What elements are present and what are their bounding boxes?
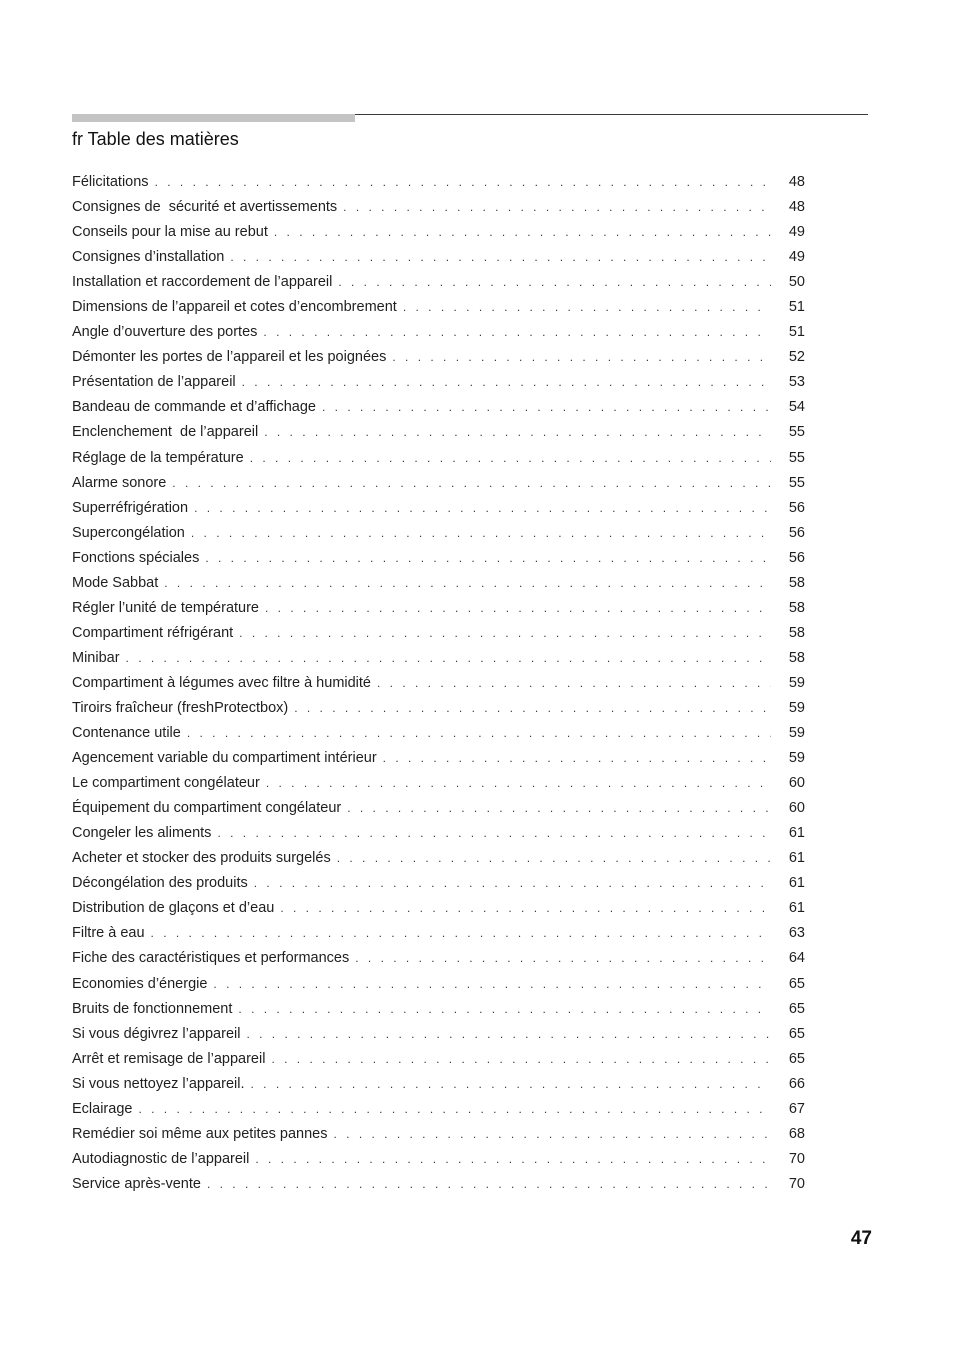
dot-leader: [238, 997, 771, 1022]
toc-entry-page: 53: [788, 374, 805, 391]
dot-leader: [213, 972, 771, 997]
toc-entry-title: Remédier soi même aux petites pannes: [72, 1125, 328, 1142]
toc-entry-page: 49: [788, 249, 805, 266]
toc-entry-page: 54: [788, 399, 805, 416]
toc-entry-page: 61: [788, 825, 805, 842]
dot-leader: [138, 1097, 771, 1122]
toc-entry-title: Bandeau de commande et d’affichage: [72, 399, 316, 416]
toc-entry-page: 61: [788, 900, 805, 917]
toc-entry-title: Enclenchement de l’appareil: [72, 424, 259, 441]
toc-entry[interactable]: [72, 245, 805, 270]
toc-entry-title: Minibar: [72, 649, 120, 666]
dot-leader: [274, 220, 771, 245]
dot-leader: [322, 395, 771, 420]
dot-leader: [266, 771, 771, 796]
toc-entry[interactable]: [72, 170, 805, 195]
table-of-contents: [72, 170, 805, 1197]
toc-entry[interactable]: [72, 571, 805, 596]
toc-entry-title: Si vous nettoyez l’appareil.: [72, 1075, 245, 1092]
dot-leader: [280, 896, 771, 921]
toc-entry[interactable]: [72, 1022, 805, 1047]
toc-entry-page: 60: [788, 775, 805, 792]
toc-entry[interactable]: [72, 220, 805, 245]
toc-entry-page: 61: [788, 850, 805, 867]
toc-entry[interactable]: [72, 546, 805, 571]
toc-entry-title: Contenance utile: [72, 725, 181, 742]
toc-entry-title: Compartiment à légumes avec filtre à humidité: [72, 674, 371, 691]
dot-leader: [164, 571, 771, 596]
toc-entry[interactable]: [72, 671, 805, 696]
dot-leader: [207, 1172, 771, 1197]
toc-entry[interactable]: [72, 871, 805, 896]
toc-entry[interactable]: [72, 496, 805, 521]
toc-entry-title: Réglage de la température: [72, 449, 244, 466]
toc-entry[interactable]: [72, 972, 805, 997]
toc-entry[interactable]: [72, 270, 805, 295]
toc-entry[interactable]: [72, 1147, 805, 1172]
dot-leader: [347, 796, 771, 821]
dot-leader: [263, 320, 771, 345]
toc-entry-page: 51: [788, 299, 805, 316]
toc-entry-title: Distribution de glaçons et d’eau: [72, 900, 275, 917]
toc-entry-title: Fiche des caractéristiques et performances: [72, 950, 350, 967]
toc-entry-page: 63: [788, 925, 805, 942]
toc-entry-title: Régler l’unité de température: [72, 599, 259, 616]
toc-entry-page: 59: [788, 725, 805, 742]
toc-entry-page: 59: [788, 699, 805, 716]
toc-entry-page: 55: [788, 424, 805, 441]
toc-entry-page: 65: [788, 975, 805, 992]
dot-leader: [194, 496, 771, 521]
dot-leader: [155, 170, 771, 195]
toc-entry-title: Installation et raccordement de l’appareil: [72, 274, 333, 291]
toc-entry-page: 56: [788, 499, 805, 516]
toc-entry-page: 68: [788, 1125, 805, 1142]
dot-leader: [242, 370, 771, 395]
dot-leader: [265, 596, 771, 621]
toc-entry-page: 66: [788, 1075, 805, 1092]
toc-entry-title: Fonctions spéciales: [72, 549, 200, 566]
toc-entry-title: Arrêt et remisage de l’appareil: [72, 1050, 266, 1067]
toc-entry-title: Agencement variable du compartiment intérieur: [72, 750, 377, 767]
toc-entry-title: Équipement du compartiment congélateur: [72, 800, 342, 817]
dot-leader: [355, 946, 771, 971]
dot-leader: [246, 1022, 771, 1047]
toc-entry[interactable]: [72, 746, 805, 771]
dot-leader: [205, 546, 771, 571]
toc-entry-title: Alarme sonore: [72, 474, 167, 491]
toc-entry-page: 70: [788, 1150, 805, 1167]
toc-entry[interactable]: [72, 1072, 805, 1097]
toc-entry-title: Service après-vente: [72, 1175, 201, 1192]
toc-entry-title: Angle d’ouverture des portes: [72, 324, 258, 341]
toc-entry[interactable]: [72, 696, 805, 721]
page-number: 47: [850, 1228, 872, 1249]
toc-entry[interactable]: [72, 796, 805, 821]
dot-leader: [254, 871, 771, 896]
toc-entry-page: 51: [788, 324, 805, 341]
dot-leader: [294, 696, 771, 721]
toc-entry-page: 49: [788, 224, 805, 241]
toc-entry[interactable]: [72, 320, 805, 345]
toc-entry-title: Félicitations: [72, 174, 149, 190]
toc-entry[interactable]: [72, 345, 805, 370]
toc-entry[interactable]: [72, 521, 805, 546]
toc-entry[interactable]: [72, 771, 805, 796]
toc-entry-page: 65: [788, 1025, 805, 1042]
toc-entry-title: Supercongélation: [72, 524, 185, 541]
toc-entry-title: Mode Sabbat: [72, 574, 159, 591]
toc-entry-title: Consignes de sécurité et avertissements: [72, 199, 338, 216]
toc-entry-page: 65: [788, 1000, 805, 1017]
toc-entry[interactable]: [72, 646, 805, 671]
toc-entry-page: 55: [788, 449, 805, 466]
toc-entry-title: Présentation de l’appareil: [72, 374, 236, 391]
dot-leader: [250, 446, 771, 471]
toc-entry[interactable]: [72, 621, 805, 646]
page-title: fr Table des matières: [72, 129, 239, 149]
toc-entry[interactable]: [72, 471, 805, 496]
toc-entry[interactable]: [72, 821, 805, 846]
toc-entry-page: 56: [788, 524, 805, 541]
toc-entry-page: 56: [788, 549, 805, 566]
toc-entry-page: 50: [788, 274, 805, 291]
toc-entry[interactable]: [72, 946, 805, 971]
dot-leader: [126, 646, 771, 671]
toc-entry-page: 70: [788, 1175, 805, 1192]
toc-entry-page: 52: [788, 349, 805, 366]
dot-leader: [239, 621, 771, 646]
toc-entry-page: 64: [788, 950, 805, 967]
toc-entry-title: Dimensions de l’appareil et cotes d’encombrement: [72, 299, 397, 316]
toc-entry[interactable]: [72, 370, 805, 395]
toc-entry[interactable]: [72, 420, 805, 445]
toc-entry-title: Autodiagnostic de l’appareil: [72, 1150, 250, 1167]
toc-entry-title: Congeler les aliments: [72, 825, 212, 842]
toc-entry-page: 59: [788, 674, 805, 691]
toc-entry-page: 55: [788, 474, 805, 491]
toc-entry-page: 61: [788, 875, 805, 892]
dot-leader: [217, 821, 771, 846]
toc-entry-page: 48: [788, 174, 805, 190]
dot-leader: [172, 471, 771, 496]
toc-entry[interactable]: [72, 446, 805, 471]
toc-entry-title: Tiroirs fraîcheur (freshProtectbox): [72, 699, 289, 716]
toc-entry[interactable]: [72, 1172, 805, 1197]
toc-entry[interactable]: [72, 896, 805, 921]
toc-entry[interactable]: [72, 195, 805, 220]
toc-entry[interactable]: [72, 846, 805, 871]
toc-entry-page: 58: [788, 624, 805, 641]
toc-entry[interactable]: [72, 1047, 805, 1072]
toc-entry[interactable]: [72, 921, 805, 946]
toc-entry[interactable]: [72, 1122, 805, 1147]
dot-leader: [377, 671, 771, 696]
toc-entry-title: Economies d’énergie: [72, 975, 208, 992]
toc-entry-title: Si vous dégivrez l’appareil: [72, 1025, 241, 1042]
dot-leader: [230, 245, 771, 270]
dot-leader: [338, 270, 771, 295]
dot-leader: [191, 521, 771, 546]
dot-leader: [403, 295, 771, 320]
toc-entry-page: 67: [788, 1100, 805, 1117]
dot-leader: [151, 921, 771, 946]
dot-leader: [251, 1072, 772, 1097]
toc-entry[interactable]: [72, 596, 805, 621]
header-accent-bar: [72, 114, 355, 122]
dot-leader: [271, 1047, 771, 1072]
toc-entry-page: 58: [788, 649, 805, 666]
toc-entry-page: 59: [788, 750, 805, 767]
toc-entry[interactable]: [72, 721, 805, 746]
toc-entry[interactable]: [72, 1097, 805, 1122]
toc-entry-title: Bruits de fonctionnement: [72, 1000, 233, 1017]
toc-entry[interactable]: [72, 997, 805, 1022]
toc-entry-title: Compartiment réfrigérant: [72, 624, 234, 641]
toc-entry[interactable]: [72, 295, 805, 320]
toc-entry-page: 48: [788, 199, 805, 216]
toc-entry-title: Superréfrigération: [72, 499, 189, 516]
toc-entry[interactable]: [72, 395, 805, 420]
toc-entry-page: 65: [788, 1050, 805, 1067]
toc-entry-page: 60: [788, 800, 805, 817]
toc-entry-title: Conseils pour la mise au rebut: [72, 224, 268, 241]
toc-entry-title: Décongélation des produits: [72, 875, 248, 892]
dot-leader: [255, 1147, 771, 1172]
toc-entry-page: 58: [788, 599, 805, 616]
dot-leader: [337, 846, 771, 871]
dot-leader: [264, 420, 771, 445]
dot-leader: [392, 345, 771, 370]
dot-leader: [187, 721, 771, 746]
dot-leader: [343, 195, 771, 220]
toc-entry-title: Démonter les portes de l’appareil et les poignées: [72, 349, 387, 366]
dot-leader: [383, 746, 771, 771]
toc-entry-page: 58: [788, 574, 805, 591]
toc-entry-title: Filtre à eau: [72, 925, 145, 942]
toc-entry-title: Le compartiment congélateur: [72, 775, 260, 792]
toc-entry-title: Consignes d’installation: [72, 249, 225, 266]
toc-entry-title: Eclairage: [72, 1100, 133, 1117]
dot-leader: [334, 1122, 772, 1147]
toc-entry-title: Acheter et stocker des produits surgelés: [72, 850, 331, 867]
